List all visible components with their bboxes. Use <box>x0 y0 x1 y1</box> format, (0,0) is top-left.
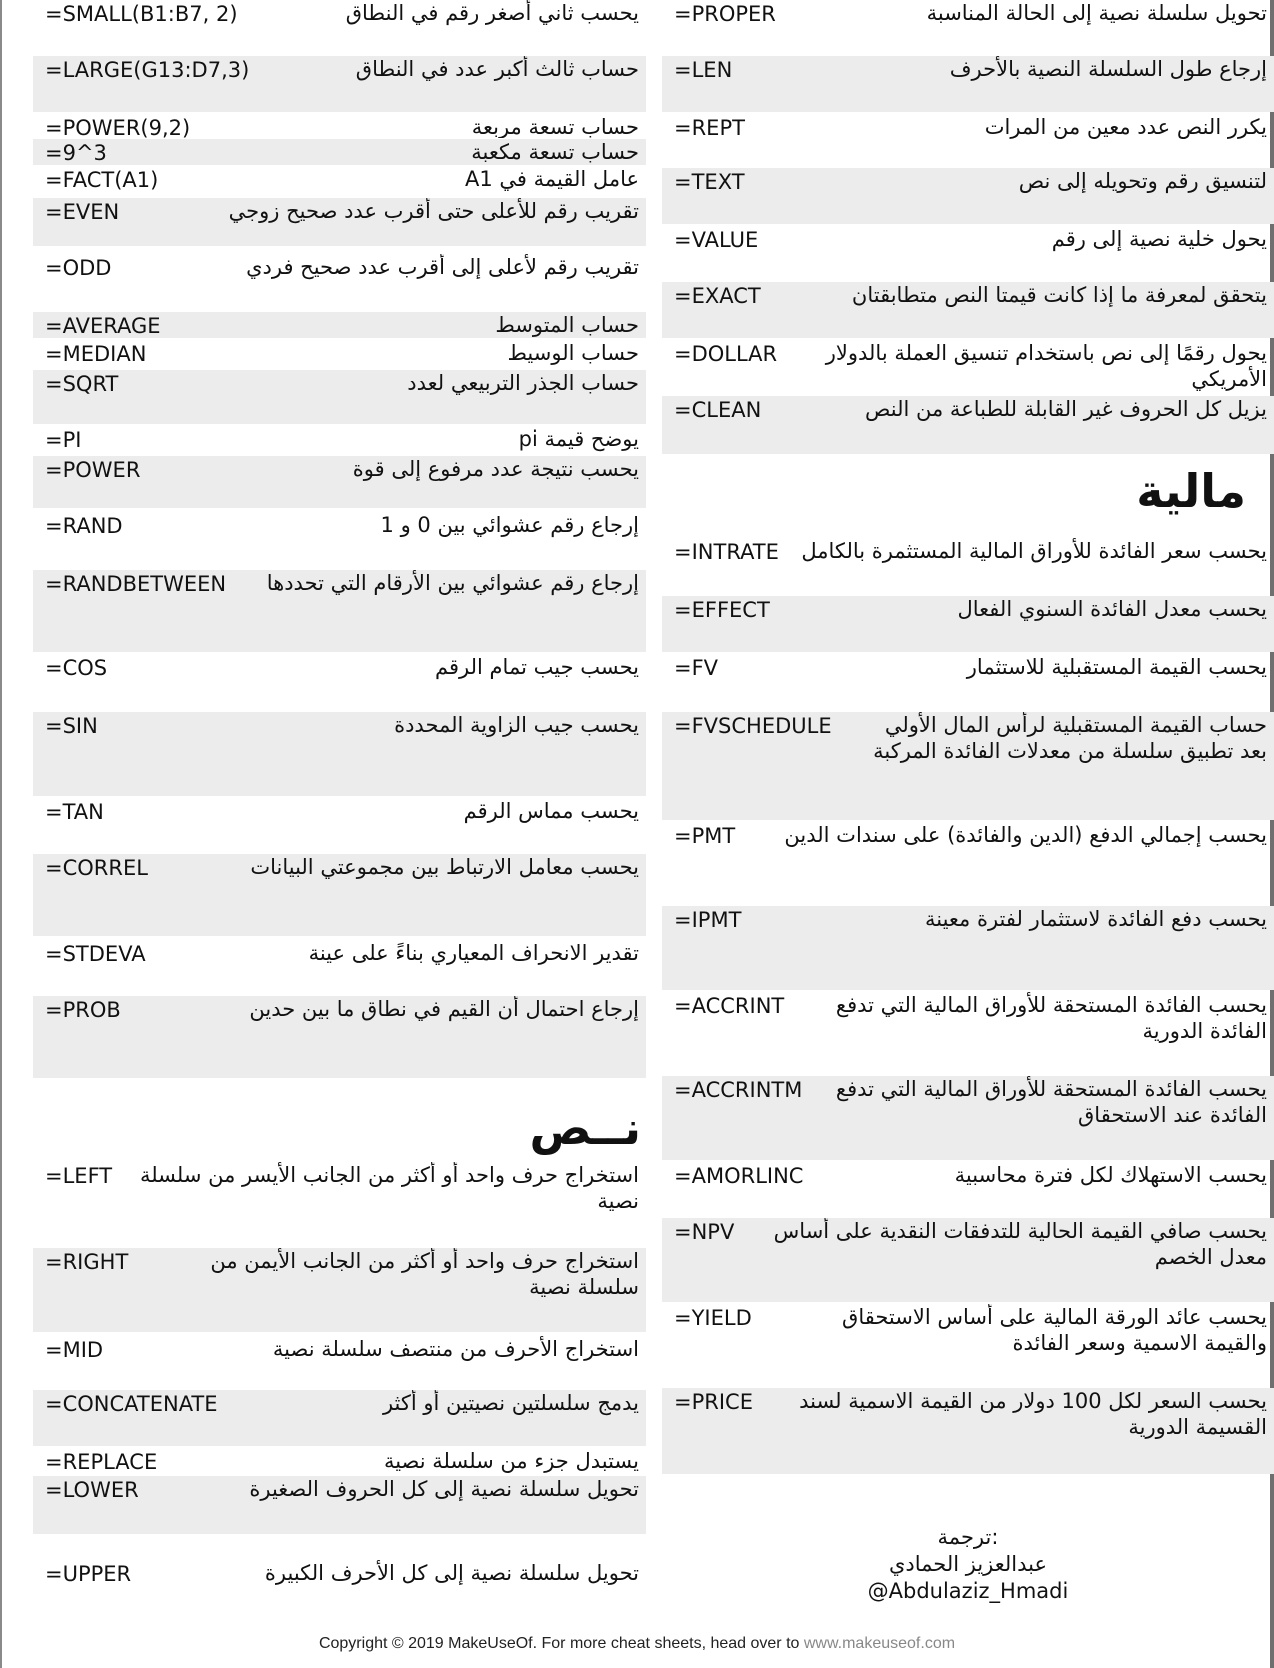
function-description: حساب ثالث أكبر عدد في النطاق <box>355 57 639 81</box>
text-function-row <box>33 1560 646 1618</box>
page-left-edge <box>0 0 2 1668</box>
function-name: =AMORLINC <box>674 1164 804 1188</box>
function-description: حساب المتوسط <box>495 313 639 337</box>
credit-name: عبدالعزيز الحمادي <box>888 1552 1048 1576</box>
math-function-row <box>33 56 646 112</box>
function-description: إرجاع رقم عشوائي بين 0 و 1 <box>380 513 639 537</box>
function-name: =MID <box>45 1338 104 1362</box>
function-description: يحسب عائد الورقة المالية على أساس الاستحقاق والقيمة الاسمية وسعر الفائدة <box>842 1305 1267 1355</box>
finance-function-row <box>662 654 1274 710</box>
function-name: =CLEAN <box>674 398 762 422</box>
function-name: =PROB <box>45 998 121 1022</box>
text-function-row <box>33 1336 646 1388</box>
text-function-row <box>662 56 1274 112</box>
credit-handle: @Abdulaziz_Hmadi <box>867 1579 1069 1603</box>
function-description: يحسب دفع الفائدة لاستثمار لفترة معينة <box>924 907 1267 931</box>
math-function-row <box>33 114 646 138</box>
function-name: =9^3 <box>45 141 107 165</box>
function-description: يكرر النص عدد معين من المرات <box>984 115 1267 139</box>
finance-function-row <box>662 596 1274 652</box>
function-description: تحويل سلسلة نصية إلى كل الحروف الصغيرة <box>249 1477 639 1501</box>
text-function-row <box>662 396 1274 454</box>
math-function-row <box>33 370 646 424</box>
function-description: استخراج حرف واحد أو أكثر من الجانب الأيمن من سلسلة نصية <box>210 1249 639 1299</box>
text-function-row <box>33 1162 646 1248</box>
function-name: =SIN <box>45 714 98 738</box>
text-function-row <box>662 340 1274 396</box>
function-description: يحسب الفائدة المستحقة للأوراق المالية التي تدفع الفائدة الدورية <box>835 993 1267 1043</box>
function-name: =TAN <box>45 800 104 824</box>
function-name: =FV <box>674 656 719 680</box>
function-description: حساب الجذر التربيعي لعدد <box>407 371 639 395</box>
function-description: حساب القيمة المستقبلية لرأس المال الأولي بعد تطبيق سلسلة من معدلات الفائدة المركبة <box>873 713 1267 763</box>
function-description: يحسب معامل الارتباط بين مجموعتي البيانات <box>250 855 639 879</box>
function-description: لتنسيق رقم وتحويله إلى نص <box>1018 169 1267 193</box>
math-function-row <box>33 426 646 454</box>
math-function-row <box>33 996 646 1078</box>
function-description: يحول رقمًا إلى نص باستخدام تنسيق العملة بالدولار الأمريكي <box>825 341 1267 391</box>
text-function-row <box>662 114 1274 168</box>
function-description: إرجاع احتمال أن القيم في نطاق ما بين حدين <box>249 997 639 1021</box>
function-name: =ACCRINTM <box>674 1078 803 1102</box>
text-function-row <box>33 1448 646 1474</box>
function-description: يحسب نتيجة عدد مرفوع إلى قوة <box>352 457 639 481</box>
function-name: =RIGHT <box>45 1250 129 1274</box>
finance-function-row <box>662 1218 1274 1302</box>
finance-function-row <box>662 1304 1274 1388</box>
function-description: حساب الوسيط <box>507 341 639 365</box>
function-name: =LARGE(G13:D7,3) <box>45 58 250 82</box>
function-description: تقريب رقم لأعلى إلى أقرب عدد صحيح فردي <box>246 255 639 279</box>
text-function-row <box>662 282 1274 338</box>
function-name: =PROPER <box>674 2 776 26</box>
function-name: =RANDBETWEEN <box>45 572 227 596</box>
math-function-row <box>33 712 646 796</box>
function-name: =PRICE <box>674 1390 753 1414</box>
finance-function-row <box>662 1076 1274 1160</box>
math-function-row <box>33 166 646 192</box>
function-description: يحسب الاستهلاك لكل فترة محاسبية <box>954 1163 1267 1187</box>
math-function-row <box>33 654 646 712</box>
function-description: حساب تسعة مربعة <box>471 115 639 138</box>
function-name: =INTRATE <box>674 540 779 564</box>
function-description: يزيل كل الحروف غير القابلة للطباعة من النص <box>865 397 1267 421</box>
math-function-row <box>33 854 646 936</box>
function-name: =FACT(A1) <box>45 168 159 192</box>
function-description: استخراج الأحرف من منتصف سلسلة نصية <box>272 1337 639 1361</box>
function-name: =POWER(9,2) <box>45 116 191 138</box>
function-description: يحسب ثاني أصغر رقم في النطاق <box>345 1 639 25</box>
function-name: =PMT <box>674 824 736 848</box>
math-function-row <box>33 254 646 302</box>
text-function-row <box>662 0 1274 54</box>
function-name: =LOWER <box>45 1478 139 1502</box>
function-description: عامل القيمة في A1 <box>465 167 639 191</box>
function-name: =TEXT <box>674 170 745 194</box>
function-name: =RAND <box>45 514 123 538</box>
function-description: تحويل سلسلة نصية إلى الحالة المناسبة <box>926 1 1267 25</box>
math-function-row <box>33 312 646 338</box>
function-name: =CORREL <box>45 856 148 880</box>
function-description: استخراج حرف واحد أو أكثر من الجانب الأيسر من سلسلة نصية <box>139 1163 639 1213</box>
function-description: حساب تسعة مكعبة <box>471 140 639 164</box>
function-name: =NPV <box>674 1220 735 1244</box>
function-name: =FVSCHEDULE <box>674 714 832 738</box>
site-link[interactable]: www.makeuseof.com <box>803 1635 956 1652</box>
finance-function-row <box>662 1388 1274 1474</box>
function-description: تقدير الانحراف المعياري بناءً على عينة <box>308 941 639 965</box>
function-description: يحسب القيمة المستقبلية للاستثمار <box>966 655 1267 679</box>
function-name: =EVEN <box>45 200 120 224</box>
function-name: =UPPER <box>45 1562 132 1586</box>
function-name: =ACCRINT <box>674 994 785 1018</box>
function-name: =PI <box>45 428 82 452</box>
text-function-row <box>33 1248 646 1332</box>
function-name: =EFFECT <box>674 598 770 622</box>
math-function-row <box>33 456 646 508</box>
function-description: تقريب رقم للأعلى حتى أقرب عدد صحيح زوجي <box>228 199 639 223</box>
function-description: يحسب سعر الفائدة للأوراق المالية المستثمرة بالكامل <box>801 539 1267 563</box>
function-name: =IPMT <box>674 908 742 932</box>
finance-function-row <box>662 712 1274 820</box>
function-name: =EXACT <box>674 284 761 308</box>
math-function-row <box>33 940 646 994</box>
function-name: =LEN <box>674 58 733 82</box>
function-description: يحسب مماس الرقم <box>463 799 639 823</box>
function-description: يحسب إجمالي الدفع (الدين والفائدة) على سندات الدين <box>784 823 1267 847</box>
function-description: إرجاع طول السلسلة النصية بالأحرف <box>949 57 1267 81</box>
function-name: =REPT <box>674 116 745 140</box>
math-function-row <box>33 139 646 165</box>
copyright-footer <box>0 1634 1274 1654</box>
finance-function-row <box>662 538 1274 594</box>
finance-function-row <box>662 1162 1274 1218</box>
copyright-text: Copyright © 2019 MakeUseOf. For more cheat sheets, head over to <box>318 1635 804 1652</box>
function-description: يحسب الفائدة المستحقة للأوراق المالية التي تدفع الفائدة عند الاستحقاق <box>835 1077 1267 1127</box>
function-name: =STDEVA <box>45 942 146 966</box>
math-function-row <box>33 570 646 652</box>
function-description: يتحقق لمعرفة ما إذا كانت قيمتا النص متطابقتان <box>851 283 1267 307</box>
math-function-row <box>33 798 646 852</box>
finance-function-row <box>662 906 1274 990</box>
text-function-row <box>662 226 1274 280</box>
math-function-row <box>33 512 646 558</box>
section-title-finance: مالية <box>1136 464 1246 518</box>
function-description: يوضح قيمة pi <box>518 427 639 451</box>
math-function-row <box>33 340 646 368</box>
function-name: =REPLACE <box>45 1450 158 1474</box>
function-description: يحسب جيب الزاوية المحددة <box>394 713 639 737</box>
function-description: يحول خلية نصية إلى رقم <box>1051 227 1267 251</box>
translator-credit <box>662 1524 1274 1605</box>
function-name: =MEDIAN <box>45 342 147 366</box>
function-name: =CONCATENATE <box>45 1392 218 1416</box>
text-function-row <box>33 1476 646 1534</box>
function-description: يستبدل جزء من سلسلة نصية <box>383 1449 639 1473</box>
function-name: =COS <box>45 656 108 680</box>
function-description: يدمج سلسلتين نصيتين أو أكثر <box>382 1391 639 1415</box>
function-description: يحسب السعر لكل 100 دولار من القيمة الاسمية لسند القسيمة الدورية <box>799 1389 1267 1439</box>
function-description: يحسب معدل الفائدة السنوي الفعال <box>957 597 1267 621</box>
text-function-row <box>33 1390 646 1446</box>
function-name: =DOLLAR <box>674 342 778 366</box>
function-description: إرجاع رقم عشوائي بين الأرقام التي تحددها <box>266 571 639 595</box>
function-name: =VALUE <box>674 228 759 252</box>
text-function-row <box>662 168 1274 224</box>
function-description: يحسب جيب تمام الرقم <box>435 655 639 679</box>
function-name: =POWER <box>45 458 141 482</box>
function-name: =SQRT <box>45 372 119 396</box>
section-title-text: نــص <box>529 1101 641 1155</box>
finance-function-row <box>662 822 1274 906</box>
credit-label: ترجمة: <box>937 1525 999 1549</box>
function-name: =SMALL(B1:B7, 2) <box>45 2 238 26</box>
function-name: =YIELD <box>674 1306 752 1330</box>
function-name: =AVERAGE <box>45 314 161 338</box>
math-function-row <box>33 0 646 52</box>
function-description: تحويل سلسلة نصية إلى كل الأحرف الكبيرة <box>264 1561 639 1585</box>
function-name: =ODD <box>45 256 112 280</box>
math-function-row <box>33 198 646 246</box>
function-name: =LEFT <box>45 1164 113 1188</box>
function-description: يحسب صافي القيمة الحالية للتدفقات النقدية على أساس معدل الخصم <box>773 1219 1267 1269</box>
finance-function-row <box>662 992 1274 1074</box>
